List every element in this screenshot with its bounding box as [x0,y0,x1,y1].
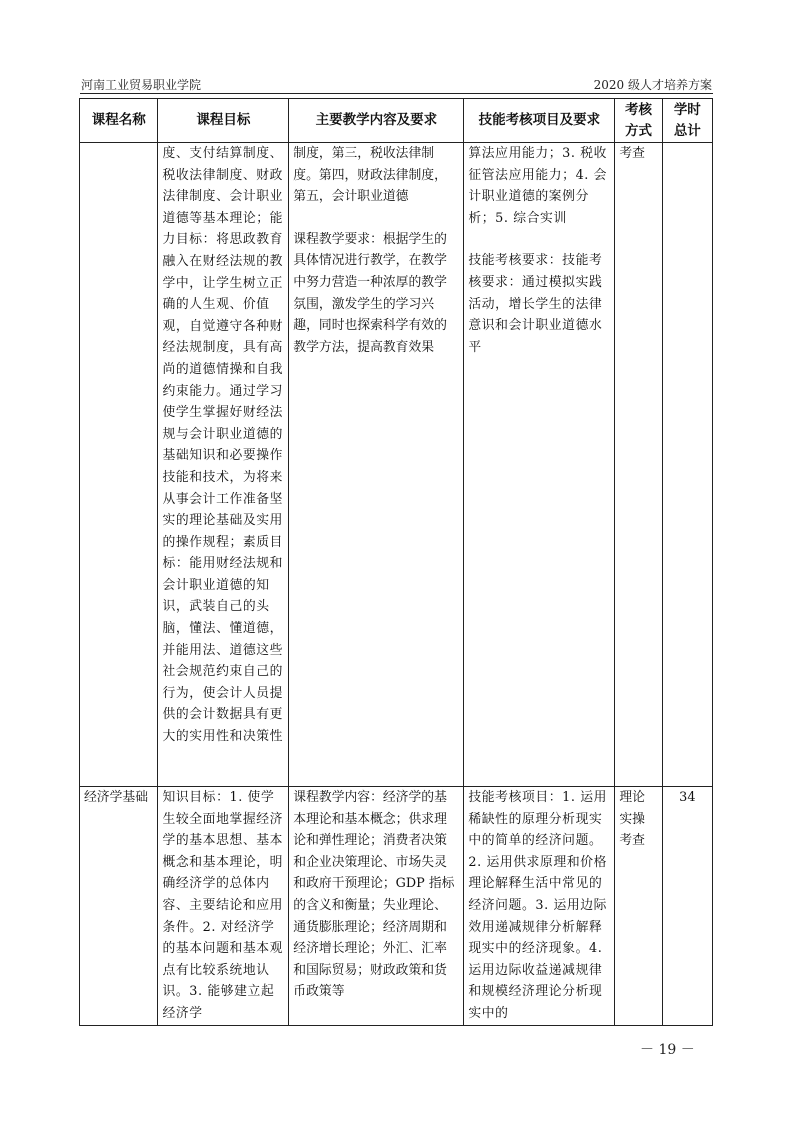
cell-exam-method: 考查 [615,143,662,787]
col-header-hours-line1: 学时 [673,101,701,118]
exam-method-line: 理论 [619,790,645,805]
skill-items-paragraph: 算法应用能力；3. 税收征管法应用能力；4. 会计职业道德的案例分析；5. 综合实训 [468,146,608,226]
header-plan-title: 2020 级人才培养方案 [593,78,712,92]
cell-course-goal: 度、支付结算制度、税收法律制度、财政法律制度、会计职业道德等基本理论；能力目标：将思政教育融入在财经法规的教学中，让学生树立正确的人生观、价值观，自觉遵守各种财经法规制度，具有高尚的道德情操和自我约束能力。通过学习使学生掌握好财经法规与会计职业道德的基础知识和必要操作技能和技术，为将来从事会计工作准备坚实的理论基础及实用的操作规程；素质目标：能用财经法规和会计职业道德的知识，武装自己的头脑，懂法、懂道德，并能用法、道德这些社会规范约束自己的行为，使会计人员提供的会计数据具有更大的实用性和决策性 [158,143,289,787]
table-header-row [80,99,713,143]
col-header-skill: 技能考核项目及要求 [464,99,615,143]
col-header-content: 主要教学内容及要求 [289,99,464,143]
col-header-exam-line1: 考核 [624,101,652,118]
col-header-exam-method [615,99,662,143]
course-table [79,98,713,1026]
cell-total-hours [662,143,712,787]
content-requirement-paragraph: 课程教学要求：根据学生的具体情况进行教学，在教学中努力营造一种浓厚的教学氛围，激发学生的学习兴趣，同时也探索科学有效的教学方法，提高教育效果 [293,231,447,355]
cell-skill: 技能考核项目：1. 运用稀缺性的原理分析现实中的简单的经济问题。2. 运用供求原理和价格理论解释生活中常见的经济问题。3. 运用边际效用递减规律分析解释现实中的经济现象。4. 运用边际收益递减规律和规模经济理论分析现实中的 [464,787,615,1026]
table-row [80,143,713,787]
exam-method-line: 考查 [619,833,645,849]
col-header-total-hours [662,99,712,143]
cell-content [289,143,464,787]
table-row [80,787,713,1026]
cell-course-name [80,143,158,787]
col-header-course-name: 课程名称 [80,99,158,143]
content-paragraph: 制度，第三，税收法律制度。第四，财政法律制度，第五，会计职业道德 [293,146,447,205]
header-institution: 河南工业贸易职业学院 [81,78,202,92]
cell-exam-method [615,787,662,1026]
col-header-course-goal: 课程目标 [158,99,289,143]
cell-skill [464,143,615,787]
page-number: － 19 － [640,1042,695,1058]
skill-requirement-paragraph: 技能考核要求：技能考核要求：通过模拟实践活动，增长学生的法律意识和会计职业道德水平 [468,253,603,355]
exam-method-line: 实操 [619,811,645,827]
cell-course-goal: 知识目标：1. 使学生较全面地掌握经济学的基本思想、基本概念和基本理论，明确经济学的总体内容、主要结论和应用条件。2. 对经济学的基本问题和基本观点有比较系统地认识。3. 能够建立起经济学 [158,787,289,1026]
cell-total-hours: 34 [662,787,712,1026]
cell-course-name: 经济学基础 [80,787,158,1026]
header-rule [80,93,713,94]
col-header-exam-line2: 方式 [624,122,652,139]
col-header-hours-line2: 总计 [673,122,701,139]
cell-content: 课程教学内容：经济学的基本理论和基本概念；供求理论和弹性理论；消费者决策和企业决策理论、市场失灵和政府干预理论；GDP 指标的含义和衡量；失业理论、通货膨胀理论；经济周期和经济增长理论；外汇、汇率和国际贸易；财政政策和货币政策等 [289,787,464,1026]
